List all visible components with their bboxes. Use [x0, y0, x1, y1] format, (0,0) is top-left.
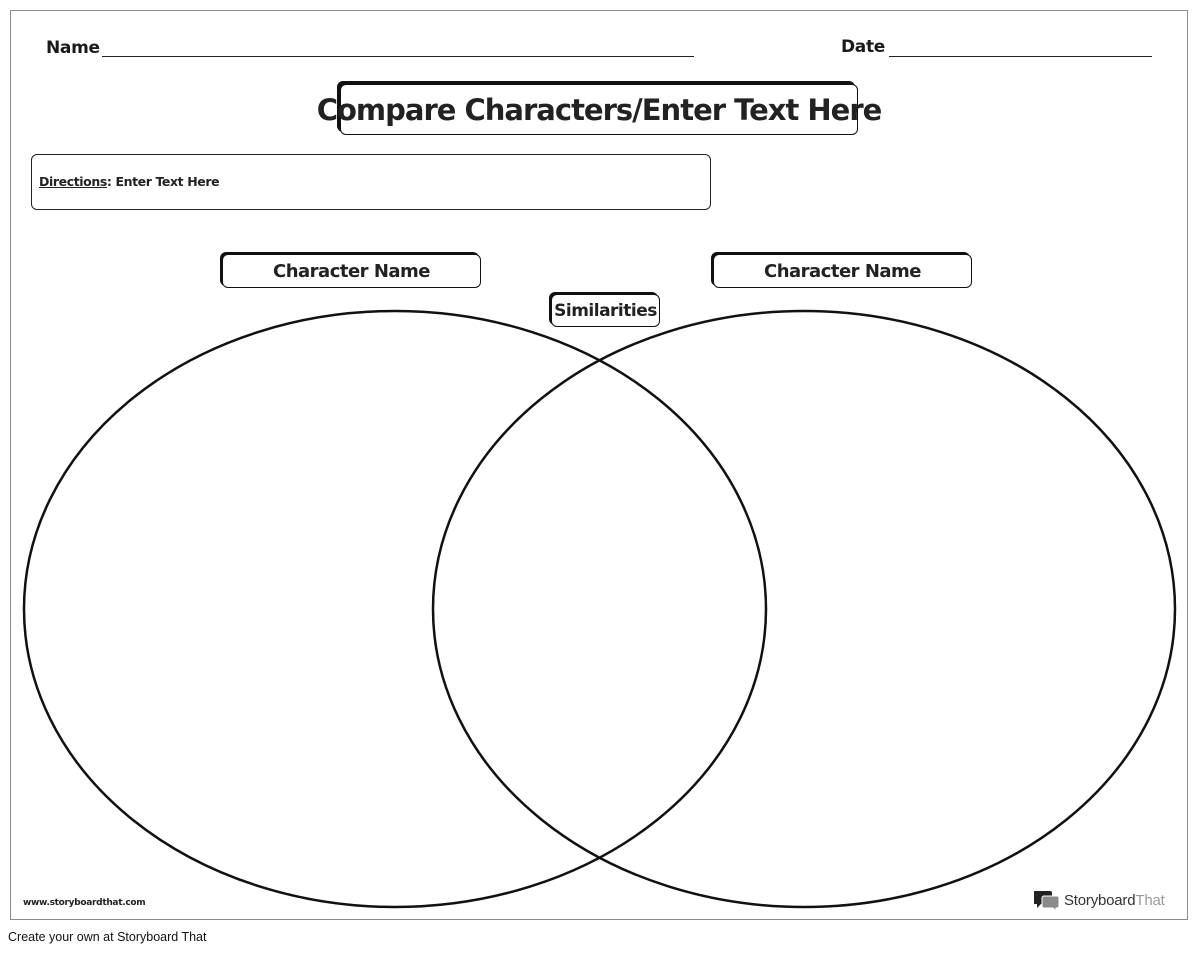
brand-secondary: That — [1135, 891, 1165, 909]
create-your-own-link[interactable]: Create your own at Storyboard That — [8, 930, 207, 944]
right-character-box[interactable] — [713, 254, 972, 288]
brand-primary: Storyboard — [1064, 891, 1136, 909]
website-url: www.storyboardthat.com — [23, 898, 146, 908]
storyboardthat-logo — [1034, 889, 1165, 911]
left-character-name: Character Name — [273, 260, 430, 282]
similarities-box[interactable] — [551, 294, 660, 327]
title-box[interactable] — [316, 84, 882, 135]
directions-label: Directions — [39, 174, 107, 189]
worksheet — [10, 10, 1188, 920]
name-label: Name — [46, 38, 100, 58]
date-label: Date — [841, 37, 886, 57]
directions-body: : Enter Text Here — [106, 174, 220, 189]
brand-name — [1064, 892, 1165, 909]
speech-bubbles-icon — [1034, 889, 1060, 911]
directions-text — [39, 174, 219, 189]
left-character-box[interactable] — [222, 254, 481, 288]
worksheet-title: Compare Characters/Enter Text Here — [316, 92, 882, 127]
directions-box[interactable] — [31, 154, 711, 210]
similarities-label: Similarities — [554, 300, 657, 321]
date-field-line[interactable] — [889, 56, 1152, 57]
right-character-name: Character Name — [764, 260, 921, 282]
name-field-line[interactable] — [102, 56, 694, 57]
